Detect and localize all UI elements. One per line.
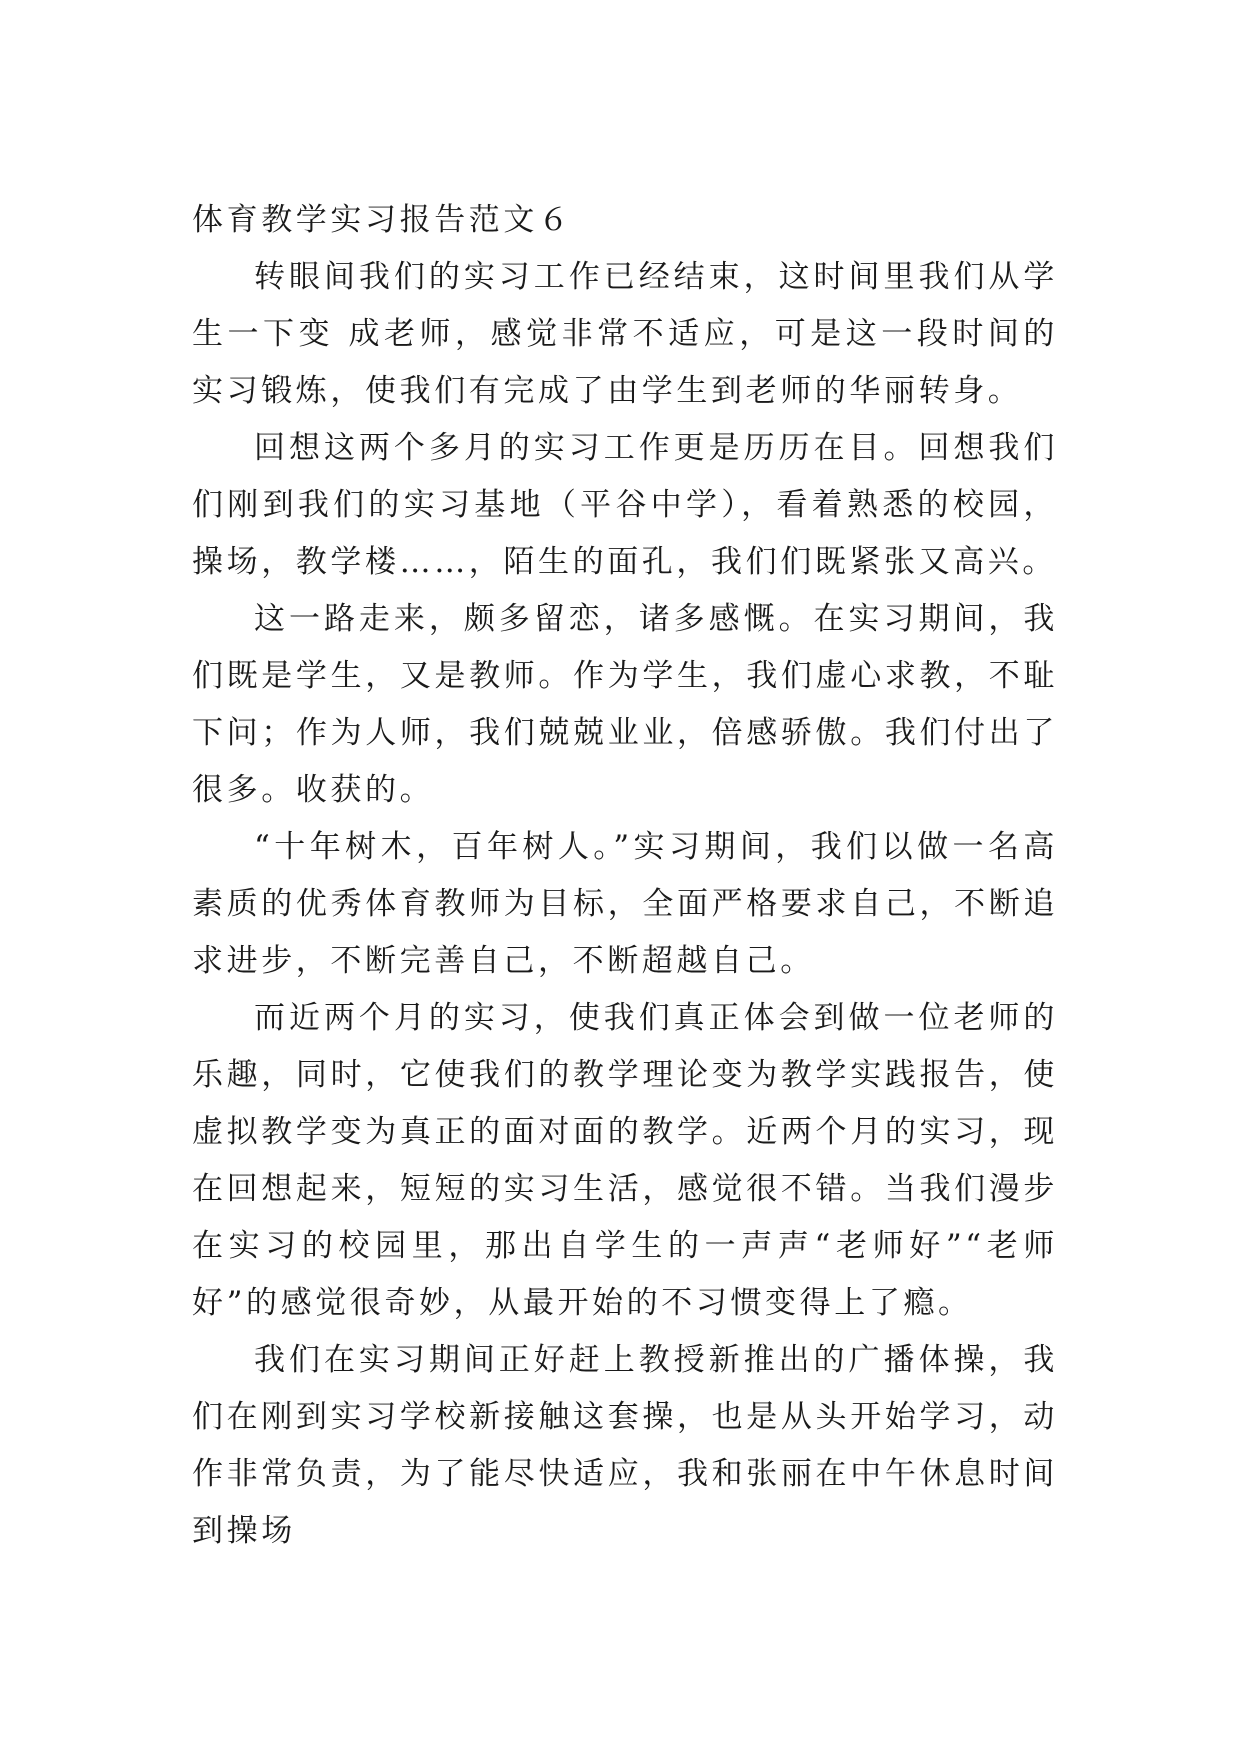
- paragraph-2: 回想这两个多月的实习工作更是历历在目。回想我们们刚到我们的实习基地（平谷中学），看着熟悉的校园，操场，教学楼……，陌生的面孔，我们们既紧张又高兴。: [192, 430, 1058, 580]
- paragraph-3: 这一路走来，颇多留恋，诸多感慨。在实习期间，我们既是学生，又是教师。作为学生，我们虚心求教，不耻下问；作为人师，我们兢兢业业，倍感骄傲。我们付出了很多。收获的。: [192, 601, 1058, 808]
- paragraph-6: 我们在实习期间正好赶上教授新推出的广播体操，我们在刚到实习学校新接触这套操，也是从头开始学习，动作非常负责，为了能尽快适应，我和张丽在中午休息时间到操场: [192, 1342, 1058, 1549]
- paragraph-1: 转眼间我们的实习工作已经结束，这时间里我们从学生一下变 成老师，感觉非常不适应，可是这一段时间的实习锻炼，使我们有完成了由学生到老师的华丽转身。: [192, 259, 1058, 409]
- paragraph-5: 而近两个月的实习，使我们真正体会到做一位老师的乐趣，同时，它使我们的教学理论变为教学实践报告，使虚拟教学变为真正的面对面的教学。近两个月的实习，现在回想起来，短短的实习生活，感觉很不错。当我们漫步在实习的校园里，那出自学生的一声声“老师好”“老师好”的感觉很奇妙，从最开始的不习惯变得上了瘾。: [192, 1000, 1058, 1321]
- document-title: 体育教学实习报告范文６: [192, 202, 573, 238]
- paragraph-4: “十年树木，百年树人。”实习期间，我们以做一名高素质的优秀体育教师为目标，全面严格要求自己，不断追求进步，不断完善自己，不断超越自己。: [192, 829, 1058, 979]
- document-body: [192, 192, 1058, 1560]
